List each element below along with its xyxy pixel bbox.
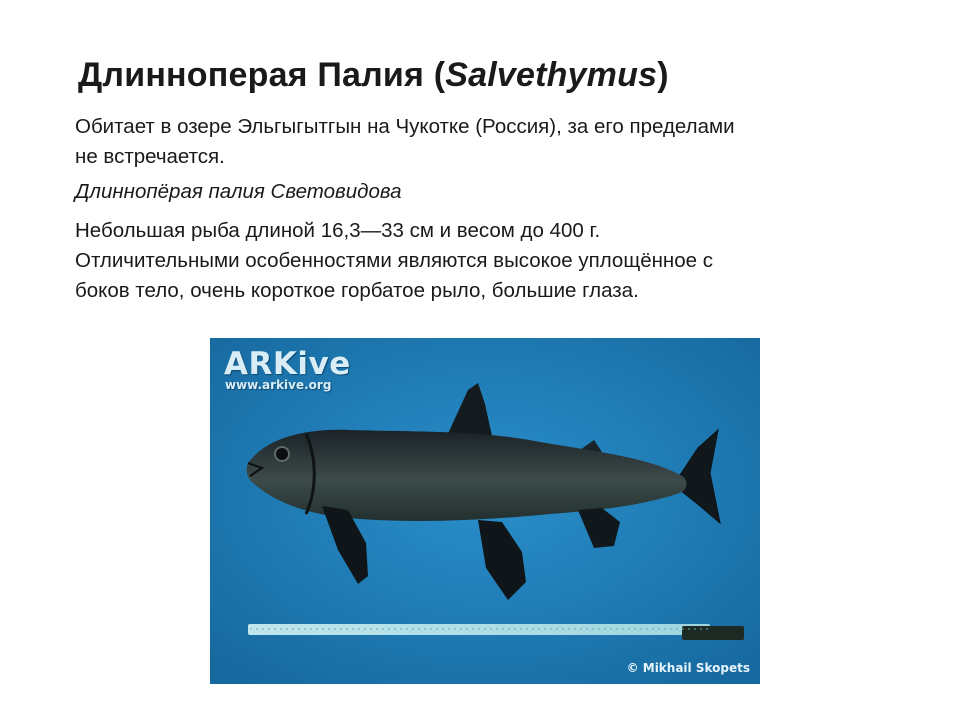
title-close: ) bbox=[657, 56, 669, 94]
description-line-1: Небольшая рыба длиной 16,3—33 см и весом до 400 г. bbox=[75, 219, 601, 242]
title-latin-name: Salvethymus bbox=[445, 56, 658, 94]
fish-photo bbox=[210, 338, 760, 684]
slide-title bbox=[78, 56, 669, 95]
fish-eye bbox=[275, 447, 289, 461]
description-line-3: боков тело, очень короткое горбатое рыло, большие глаза. bbox=[75, 279, 639, 302]
photo-credit: © Mikhail Skopets bbox=[626, 661, 750, 675]
species-name: Длиннопёрая палия Световидова bbox=[75, 180, 402, 203]
description-paragraph bbox=[75, 216, 713, 306]
habitat-paragraph bbox=[75, 112, 735, 172]
description-line-2: Отличительными особенностями являются высокое уплощённое с bbox=[75, 249, 713, 272]
arkive-logo: ARKive bbox=[224, 346, 351, 382]
arkive-url: www.arkive.org bbox=[225, 378, 332, 392]
habitat-line-1: Обитает в озере Эльгыгытгын на Чукотке (Россия), за его пределами bbox=[75, 115, 735, 138]
title-main: Длиннoперая Палия ( bbox=[78, 56, 446, 94]
ruler-end bbox=[682, 626, 744, 640]
habitat-line-2: не встречается. bbox=[75, 145, 225, 168]
